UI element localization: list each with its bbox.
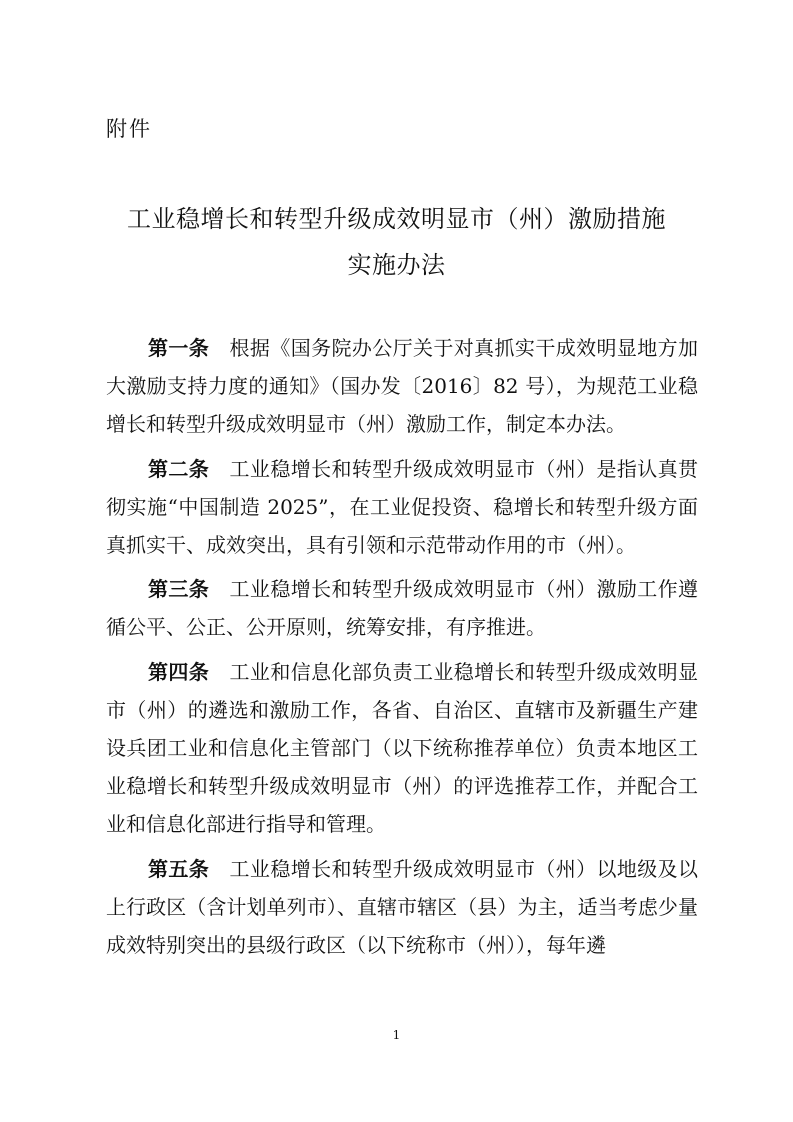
article-text: 工业稳增长和转型升级成效明显市（州）激励工作遵循公平、公正、公开原则，统筹安排，有序推进。 — [106, 577, 699, 640]
article-heading: 第五条 — [148, 856, 210, 881]
article-text: 工业稳增长和转型升级成效明显市（州）以地级及以上行政区（含计划单列市）、直辖市辖区（县）为主，适当考虑少量成效特别突出的县级行政区（以下统称市（州）），每年遴 — [106, 856, 699, 958]
attachment-label: 附件 — [106, 117, 152, 141]
article-2 — [106, 450, 698, 565]
article-4 — [106, 653, 698, 844]
article-3 — [106, 570, 698, 646]
document-title-line-2: 实施办法 — [347, 251, 446, 279]
page-number: 1 — [392, 1028, 401, 1042]
article-heading: 第三条 — [148, 577, 210, 602]
article-1 — [106, 329, 698, 444]
document-title-line-1: 工业稳增长和转型升级成效明显市（州）激励措施 — [127, 205, 666, 233]
article-heading: 第一条 — [148, 336, 210, 360]
article-heading: 第四条 — [148, 659, 210, 684]
article-text: 工业稳增长和转型升级成效明显市（州）是指认真贯彻实施“中国制造 2025”，在工业促投资、稳增长和转型升级方面真抓实干、成效突出，具有引领和示范带动作用的市（州）。 — [106, 456, 699, 558]
article-5 — [106, 850, 698, 965]
document-body — [106, 329, 698, 970]
article-heading: 第二条 — [148, 456, 210, 481]
article-text: 根据《国务院办公厅关于对真抓实干成效明显地方加大激励支持力度的通知》（国办发〔2016〕82 号），为规范工业稳增长和转型升级成效明显市（州）激励工作，制定本办法。 — [106, 336, 699, 437]
article-text: 工业和信息化部负责工业稳增长和转型升级成效明显市（州）的遴选和激励工作，各省、自治区、直辖市及新疆生产建设兵团工业和信息化主管部门（以下统称推荐单位）负责本地区工业稳增长和转型升级成效明显市（州）的评选推荐工作，并配合工业和信息化部进行指导和管理。 — [106, 659, 699, 837]
